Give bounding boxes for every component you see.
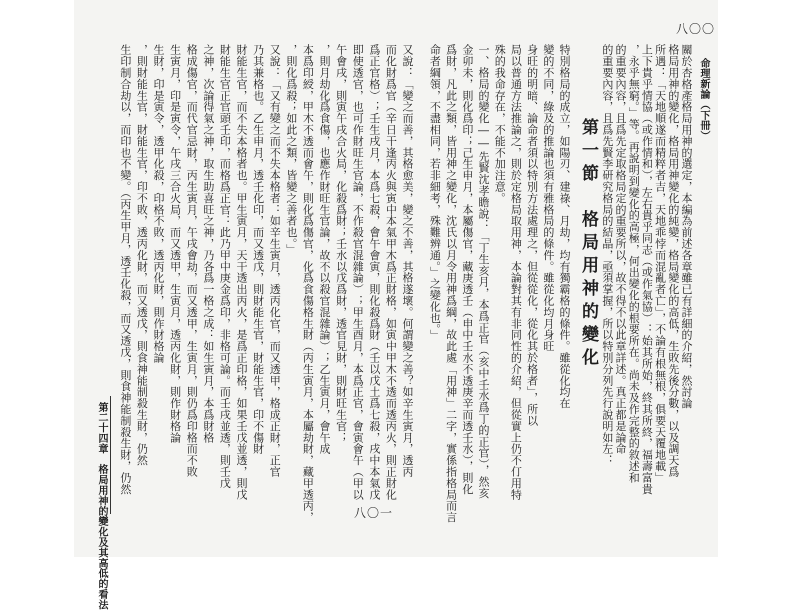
page-number: 八〇一 xyxy=(354,506,394,520)
left-page xyxy=(74,0,419,610)
right-page xyxy=(418,0,718,557)
text-column: ，則月劫化爲食傷，也應作財旺生官論，故不以殺官混雜論）；乙生寅月，會午成 xyxy=(318,44,331,455)
running-head: 命理新論（下冊） xyxy=(698,58,709,142)
text-column: 金卯未，則化爲印；己生申月，本屬傷官，藏庚透壬（申中壬水不透庚辛而透壬水），則化 xyxy=(460,44,474,495)
text-column: 格局用神的變化，格局用神變化的純變，格局變化的高低，生敗先後分數，以及調天爲 xyxy=(666,44,680,478)
text-column: 殊的我命存在，不能不加注意。 xyxy=(493,44,507,204)
text-column: 上下貴乎情協（或作情和），左右貴乎同志（或作氣協）：始其所始，終其所終，福壽富貴 xyxy=(640,44,654,495)
text-column: 的重要內容，且爲先定取格局定的重要所以，故不得不以此章詳述。真正都是論命 xyxy=(614,44,627,455)
running-head: 第二十四章 格局用神的變化及其高低的看法 xyxy=(96,402,107,610)
footer-rule xyxy=(110,396,111,514)
text-column: 命者綱領，不盡相同，若非細考，殊難辨通。」之變化也。」 xyxy=(428,44,442,341)
text-column: ，則化爲殺；如此之類，皆變之善者也。」 xyxy=(284,44,298,256)
text-column: 乃其兼格也。乙生申月，透壬化印，而又透戊，則財能生官，財能生官，印不傷財 xyxy=(251,44,265,455)
text-column: 生印制合劫以，而印也不變。（丙生甲月，透壬化殺，而又透戊，則食神能制殺生財，仍然 xyxy=(118,44,132,495)
text-column: 特別格局的成立，如陽刃、建祿、月劫，均有獨霸格的條件。雖從化均在 xyxy=(558,44,571,409)
text-column: 生寅月，印是寅令，午戌三合火局，而又透甲，生寅月，透丙化財，則作財格論 xyxy=(168,44,182,443)
text-column: 身旺的明暗、論命者須以特別方法處理之，但從從化，從化其於格者」，所以 xyxy=(525,44,539,427)
text-column: 關於杏格產格局用神的選定，本編為前述各章雖已有詳細的介紹，然討論 xyxy=(680,44,693,409)
text-column: 財能生官，而不失本格者也。甲生寅月，天干透出丙火，是爲正印格，如果壬戊並透，則戊 xyxy=(235,44,248,500)
section-title: 第一節 格局用神的變化 xyxy=(578,118,598,371)
text-column: 又說：「又有變之而不失本格者：如辛生寅月，透丙化官，而又透甲，格成正財，正官 xyxy=(268,44,282,478)
text-column: 生財，印是寅令，透甲化殺，印格不敗，透丙化財，則作財格論 xyxy=(152,44,165,364)
text-column: 的重要內容，且爲先賢李研究格局的結晶，亟須掌握，所以特別分列先行說明如左： xyxy=(600,44,614,466)
text-column: 變的不同，綠及的推論也須有雅格局的條件。雖從化均月身旺 xyxy=(541,44,555,352)
page-number: 八〇〇 xyxy=(676,22,716,36)
text-column: ，永乎無窮。」等。再說明到變化的高極，何出變化的根要所在。尚未及作完整的敘述和 xyxy=(627,44,641,484)
text-column: 局以普通方法推論之，則於定格局取用神，本論對其有非同性的介紹，但從實上仍不仃用特 xyxy=(509,44,523,500)
text-column: 爲正官格）；壬生戌月，本爲七殺，會午會寅，則化殺爲財（壬以戊土爲七殺，戌中本氣戊 xyxy=(367,44,381,500)
text-column: 所遇：「天地順遂而精粹者吉，天地乖悖而混亂者亡」，不論有根無根，俱要天覆地載」 xyxy=(653,44,667,484)
text-column: 爲財，凡此之類，皆用神之變化，沈氏以月令用神爲綱，故此處「用神」二字，實係指格局而言 xyxy=(444,44,458,523)
text-column: 格成傷官，而代官忌財，丙生寅月，午戌會劫，而又透甲，生寅月，則仍爲印格而不敗 xyxy=(185,44,199,478)
text-column: 之神，次論得氣之神，取生助喜旺之神，乃各爲一格之成：如生寅月，本爲財格 xyxy=(201,44,215,443)
text-column: ，則財能生官，財能生官，印不敗，透丙化財，而又透戊，則食神能制殺生財，仍然 xyxy=(135,44,149,466)
text-column: 午會戌，則寅午戌合火局，化殺爲財；壬水以戊爲財，透官見財，則財旺生官； xyxy=(334,44,348,443)
text-column: 又說：「變之而善，其格愈美，變之不善，其格遂壞。何謂變之善？如辛生寅月，透丙 xyxy=(401,44,414,478)
text-column: 即使透官，也可作財旺生官論，不作殺官混雜論）；甲生酉月，本爲正官，會寅會午（甲以 xyxy=(351,44,365,500)
text-column: 一、格局的變化――先賢沈孝瞻說：「丁生亥月，本爲正官（亥中壬水爲丁的正官），然亥 xyxy=(477,44,490,499)
text-column: 本爲印綬，甲木不透而會午，則化爲傷官，化爲食傷格生財（丙生寅月，本屬劫財，藏甲透丙， xyxy=(301,44,315,523)
text-column: 財能生官正官頭壬印，而格爲正官：此乃甲中庚金爲印，非格可論。而壬戌並透，則壬戊 xyxy=(218,44,232,489)
text-column: 而化財爲官（辛日干逢丙火與寅中本氣甲木爲正財格，如寅中甲木不透而透丙火，則正財化 xyxy=(384,44,398,500)
